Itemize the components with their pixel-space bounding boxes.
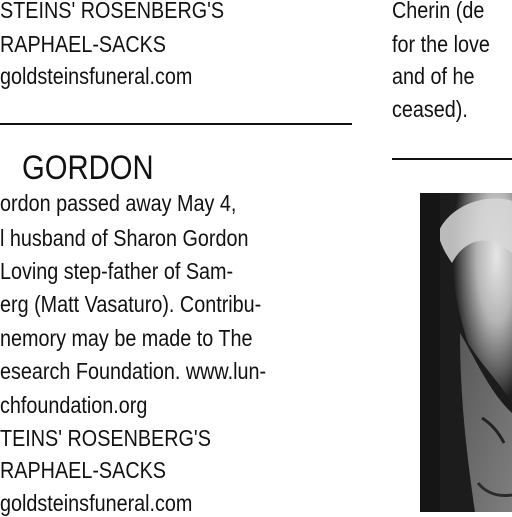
obituary-text-line: erg (Matt Vasaturo). Contribu- (0, 291, 262, 317)
funeral-home-name-2: RAPHAEL-SACKS (0, 457, 166, 483)
obituary-text-line: nemory may be made to The (0, 325, 253, 351)
obituary-heading: GORDON (22, 149, 154, 187)
funeral-home-website: goldsteinsfuneral.com (0, 490, 193, 516)
right-column-divider-rule (392, 158, 512, 160)
right-column-text-line: Cherin (de (392, 0, 485, 23)
funeral-home-name: TEINS' ROSENBERG'S (0, 425, 211, 451)
obituary-text-line: ordon passed away May 4, (0, 190, 237, 216)
funeral-home-website: goldsteinsfuneral.com (0, 63, 193, 89)
right-column-text-line: for the love (392, 31, 490, 57)
funeral-home-name: STEINS' ROSENBERG'S (0, 0, 225, 23)
obituary-text-line: Loving step-father of Sam- (0, 258, 234, 284)
column-divider-rule (0, 123, 352, 125)
obituary-text-line: esearch Foundation. www.lun- (0, 358, 267, 384)
obituary-text-line: l husband of Sharon Gordon (0, 225, 249, 251)
right-column-text-line: and of he (392, 63, 475, 89)
obituary-text-line: chfoundation.org (0, 392, 148, 418)
right-column-text-line: ceased). (392, 96, 468, 122)
funeral-home-name-2: RAPHAEL-SACKS (0, 31, 166, 57)
portrait-photo (420, 193, 512, 512)
